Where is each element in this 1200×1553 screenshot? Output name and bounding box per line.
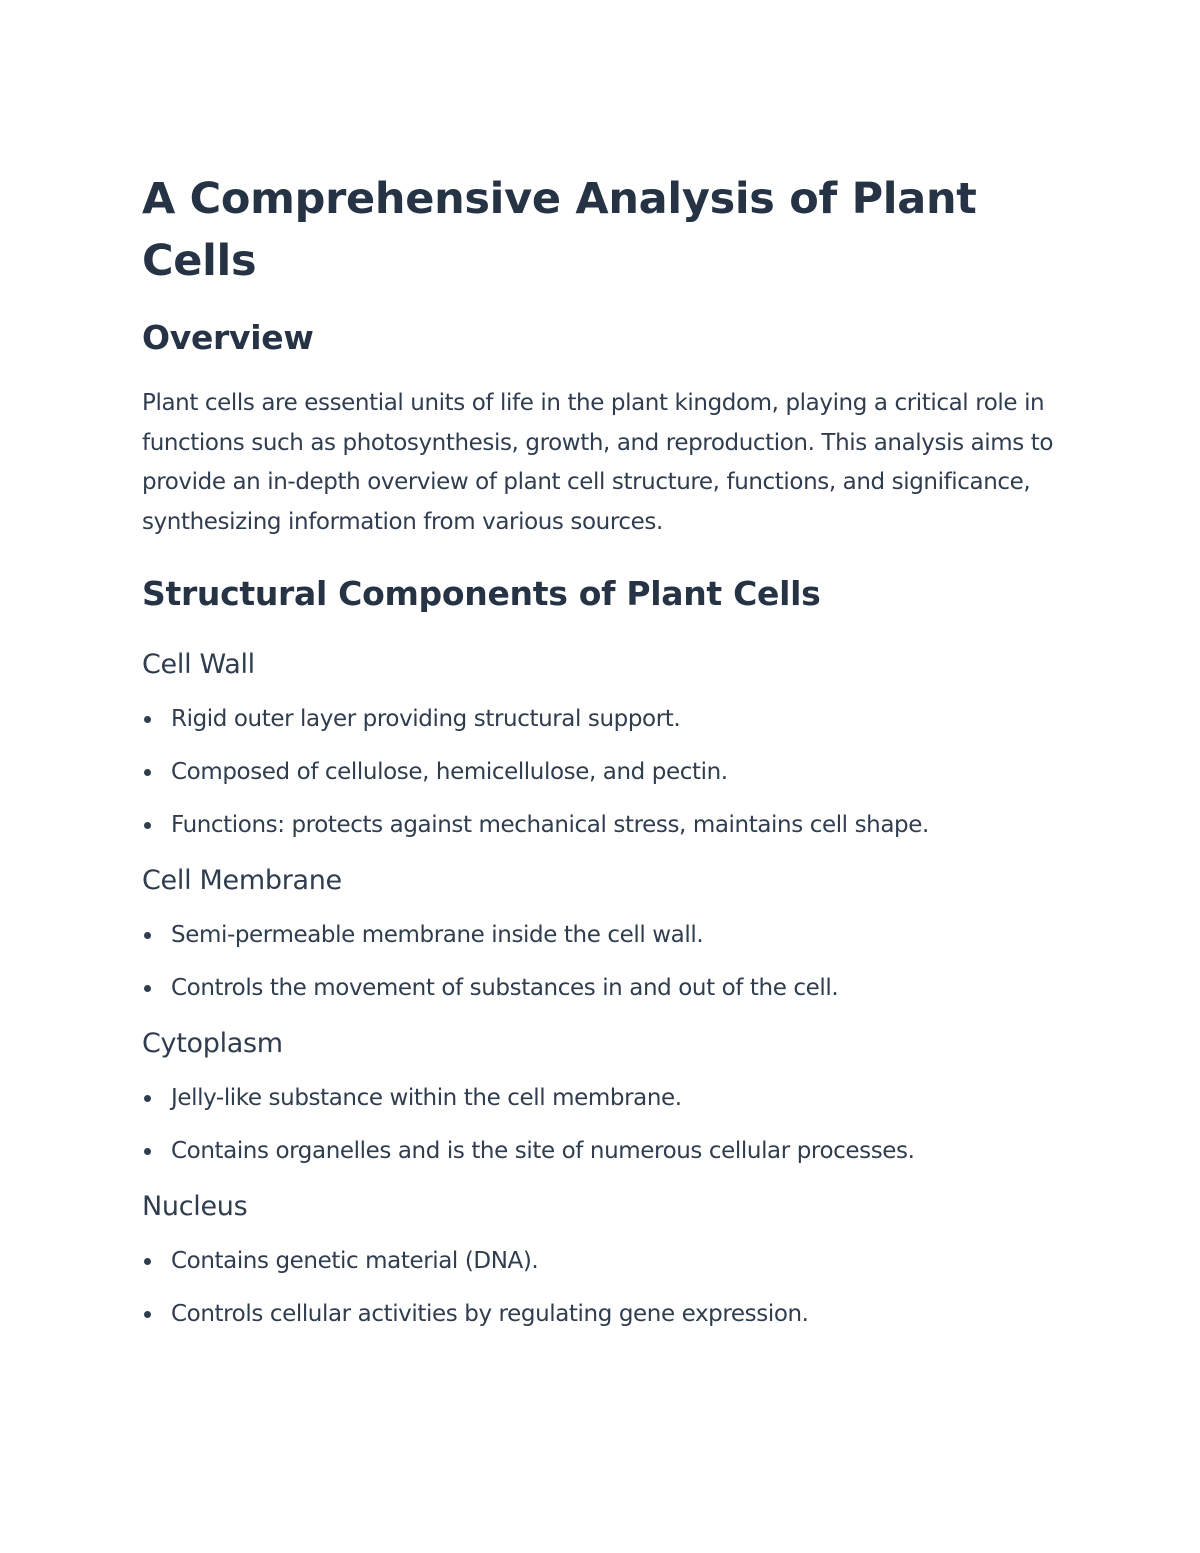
list-item-text: Functions: protects against mechanical stress, maintains cell shape.	[171, 812, 929, 838]
cell-membrane-heading: Cell Membrane	[142, 865, 342, 896]
bullet-icon	[144, 822, 151, 829]
nucleus-list	[142, 1247, 1062, 1329]
cell-membrane-list	[142, 921, 1062, 1003]
document-title: A Comprehensive Analysis of Plant Cells	[142, 174, 977, 286]
cytoplasm-heading: Cytoplasm	[142, 1028, 283, 1059]
list-item	[142, 921, 1062, 950]
list-item-text: Controls the movement of substances in and out of the cell.	[171, 975, 839, 1001]
list-item-text: Semi-permeable membrane inside the cell wall.	[171, 922, 704, 948]
list-item-text: Rigid outer layer providing structural support.	[171, 706, 681, 732]
list-item-text: Controls cellular activities by regulating gene expression.	[171, 1301, 809, 1327]
list-item-text: Jelly-like substance within the cell membrane.	[171, 1085, 682, 1111]
overview-heading: Overview	[142, 318, 314, 357]
structural-components-heading: Structural Components of Plant Cells	[142, 574, 821, 613]
list-item	[142, 1300, 1062, 1329]
list-item-text: Contains organelles and is the site of numerous cellular processes.	[171, 1138, 915, 1164]
bullet-icon	[144, 716, 151, 723]
bullet-icon	[144, 1311, 151, 1318]
list-item	[142, 1084, 1062, 1113]
list-item	[142, 758, 1062, 787]
list-item	[142, 705, 1062, 734]
bullet-icon	[144, 769, 151, 776]
cell-wall-heading: Cell Wall	[142, 649, 255, 680]
overview-paragraph: Plant cells are essential units of life in the plant kingdom, playing a critical role in functions such as photosynthesis, growth, and reproduction. This analysis aims to provide an in-depth overview of plant cell structure, functions, and significance, synthesizing information from various sources.	[142, 390, 1054, 535]
bullet-icon	[144, 1148, 151, 1155]
bullet-icon	[144, 932, 151, 939]
bullet-icon	[144, 1095, 151, 1102]
bullet-icon	[144, 985, 151, 992]
list-item-text: Composed of cellulose, hemicellulose, and pectin.	[171, 759, 728, 785]
list-item	[142, 1247, 1062, 1276]
list-item-text: Contains genetic material (DNA).	[171, 1248, 539, 1274]
list-item	[142, 1137, 1062, 1166]
bullet-icon	[144, 1258, 151, 1265]
document-content	[142, 168, 1062, 1329]
list-item	[142, 811, 1062, 840]
nucleus-heading: Nucleus	[142, 1191, 248, 1222]
list-item	[142, 974, 1062, 1003]
cell-wall-list	[142, 705, 1062, 840]
cytoplasm-list	[142, 1084, 1062, 1166]
